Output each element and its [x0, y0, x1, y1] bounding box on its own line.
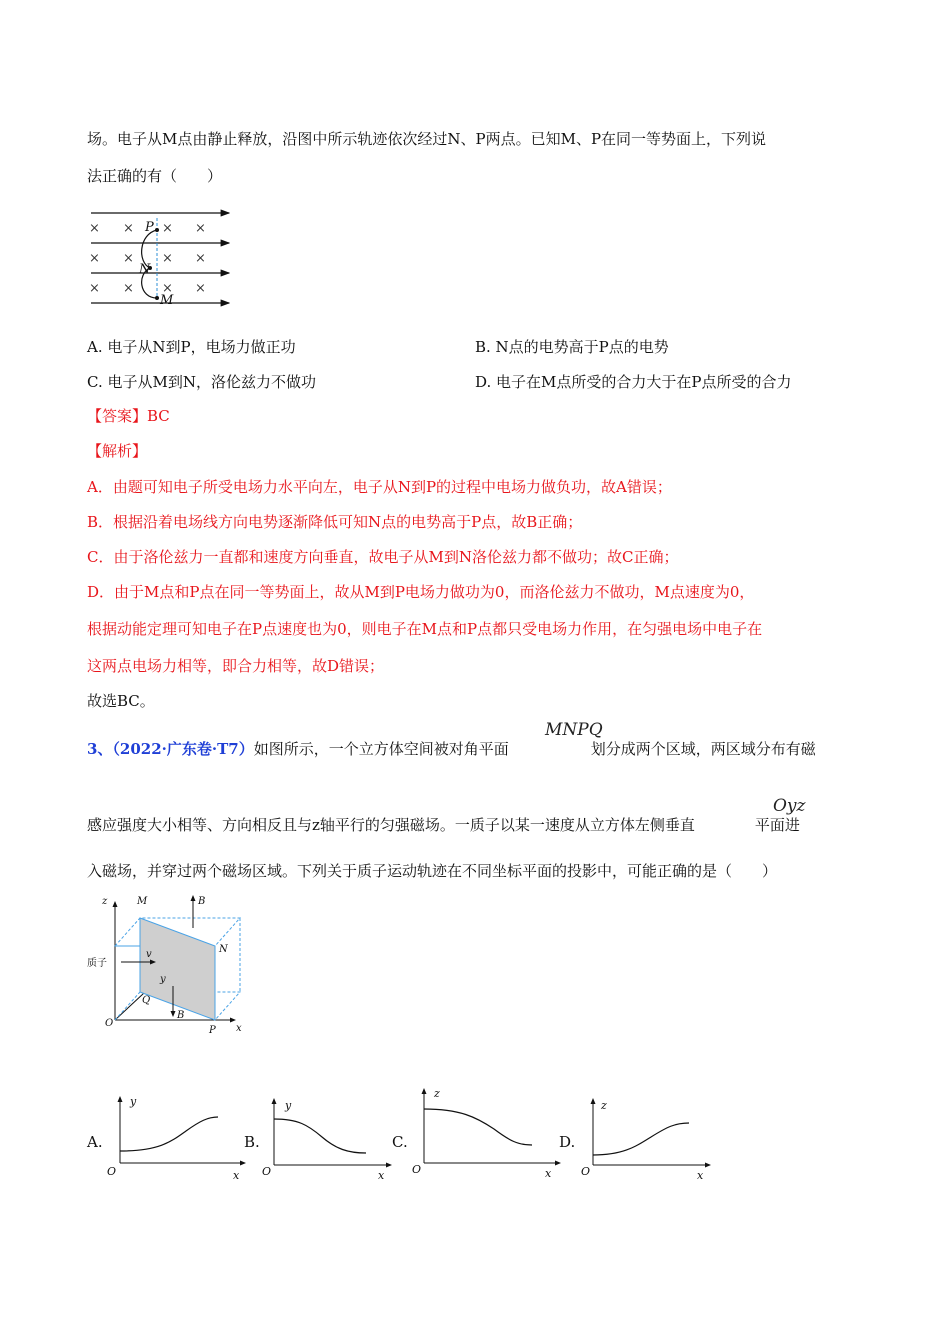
q3-option-d-letter: D. — [559, 1133, 576, 1151]
q2-conclusion: 故选BC。 — [87, 692, 155, 710]
label-x: x — [236, 1023, 242, 1034]
label-proton: 质子 — [87, 958, 107, 969]
q3-line1 — [87, 738, 816, 759]
plane-mnpq — [140, 918, 215, 1020]
cross-mark: × — [123, 281, 134, 296]
trajectory-curve — [593, 1123, 689, 1155]
q2-analysis-d2: 根据动能定理可知电子在P点速度也为0，则电子在M点和P点都只受电场力作用，在匀强电场中电子在 — [87, 620, 763, 638]
cross-mark: × — [195, 281, 206, 296]
label-p: P — [209, 1025, 216, 1035]
q2-option-c: C. 电子从M到N，洛伦兹力不做功 — [87, 373, 316, 391]
axis-label-vertical: z — [601, 1099, 607, 1112]
label-o: O — [105, 1018, 114, 1029]
q2-analysis-a: A．由题可知电子所受电场力水平向左，电子从N到P的过程中电场力做负功，故A错误； — [87, 478, 672, 496]
q2-analysis-d3: 这两点电场力相等，即合力相等，故D错误； — [87, 657, 385, 675]
q2-analysis-c: C．由于洛伦兹力一直都和速度方向垂直，故电子从M到N洛伦兹力都不做功；故C正确； — [87, 548, 679, 566]
cross-mark: × — [162, 281, 173, 296]
axis-label-horizontal: x — [697, 1169, 704, 1181]
q3-option-a-letter: A. — [87, 1133, 103, 1151]
axis-label-horizontal: x — [378, 1169, 385, 1181]
label-m: M — [137, 896, 148, 907]
trajectory-curve — [274, 1119, 366, 1153]
label-P: P — [145, 220, 154, 235]
q2-option-a: A. 电子从N到P，电场力做正功 — [87, 338, 296, 356]
q3-line1-text: 如图所示，一个立方体空间被对角平面 — [253, 740, 509, 758]
q3-line2-text: 感应强度大小相等、方向相反且与z轴平行的匀强磁场。一质子以某一速度从立方体左侧垂直 — [87, 816, 695, 834]
cross-mark: × — [195, 251, 206, 266]
origin-label: O — [107, 1165, 117, 1178]
q2-analysis-b: B．根据沿着电场线方向电势逐渐降低可知N点的电势高于P点，故B正确； — [87, 513, 583, 531]
cross-mark: × — [123, 251, 134, 266]
q2-option-d: D. 电子在M点所受的合力大于在P点所受的合力 — [475, 373, 792, 391]
q3-option-c-letter: C. — [392, 1133, 408, 1151]
q3-number: 3、（2022·广东卷·T7） — [87, 740, 254, 758]
q3-line1-end: 划分成两个区域，两区域分布有磁 — [590, 740, 816, 758]
point-P — [155, 228, 159, 232]
point-M — [155, 296, 159, 300]
axis-label-horizontal: x — [233, 1169, 240, 1181]
q3-option-a-graph — [100, 1093, 250, 1181]
cross-mark: × — [89, 281, 100, 296]
axis-label-horizontal: x — [545, 1167, 552, 1180]
origin-label: O — [581, 1165, 591, 1178]
axis-label-vertical: y — [285, 1099, 292, 1112]
q2-analysis-title: 【解析】 — [87, 442, 148, 460]
q3-option-b-graph — [256, 1093, 396, 1181]
label-v: v — [146, 949, 152, 960]
q2-field-figure — [87, 200, 237, 308]
trajectory-curve — [120, 1117, 218, 1151]
origin-label: O — [262, 1165, 272, 1178]
label-z: z — [102, 896, 108, 907]
q3-line2 — [87, 814, 800, 835]
cross-mark: × — [89, 221, 100, 236]
q2-analysis-d1: D．由于M点和P点在同一等势面上，故从M到P电场力做功为0，而洛伦兹力不做功，M点速度为0， — [87, 583, 755, 601]
q3-line3: 入磁场，并穿过两个磁场区域。下列关于质子运动轨迹在不同坐标平面的投影中，可能正确的是（ ） — [87, 862, 778, 880]
q2-stem-line2: 法正确的有（ ） — [87, 167, 223, 185]
label-n: N — [219, 944, 228, 955]
math-oyz: Oyz — [773, 796, 806, 816]
math-mnpq: MNPQ — [545, 720, 603, 740]
q3-option-d-graph — [575, 1093, 715, 1181]
trajectory-curve — [424, 1109, 532, 1145]
q3-option-c-graph — [410, 1083, 565, 1181]
q3-line2-end: 平面进 — [754, 816, 800, 834]
label-y: y — [160, 974, 166, 985]
cross-mark: × — [89, 251, 100, 266]
label-q: Q — [142, 995, 151, 1006]
label-M: M — [160, 293, 174, 308]
axis-label-vertical: z — [434, 1087, 440, 1100]
label-N: N — [139, 262, 151, 277]
origin-label: O — [412, 1163, 422, 1176]
cross-mark: × — [195, 221, 206, 236]
cross-mark: × — [162, 221, 173, 236]
q2-option-b: B. N点的电势高于P点的电势 — [475, 338, 669, 356]
q3-option-b-letter: B. — [244, 1133, 260, 1151]
q3-cube-figure — [85, 890, 255, 1035]
cross-mark: × — [123, 221, 134, 236]
label-b-down: B — [177, 1010, 185, 1021]
q2-stem-line1: 场。电子从M点由静止释放，沿图中所示轨迹依次经过N、P两点。已知M、P在同一等势面上，下列说 — [87, 130, 767, 148]
q2-answer: 【答案】BC — [87, 407, 170, 425]
axis-label-vertical: y — [130, 1095, 137, 1108]
cross-mark: × — [162, 251, 173, 266]
label-b-up: B — [198, 896, 206, 907]
